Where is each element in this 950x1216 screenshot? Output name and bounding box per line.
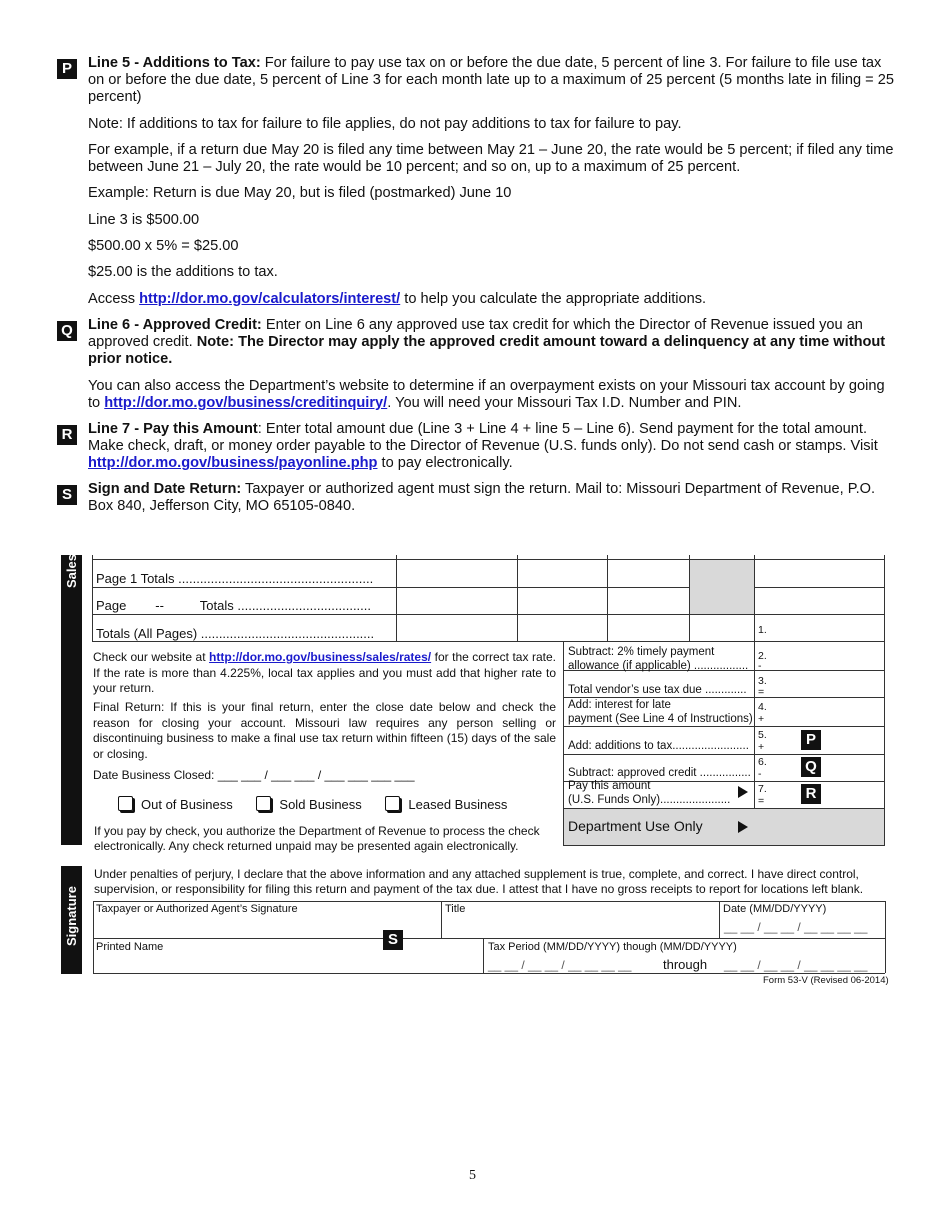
interest-calculator-link[interactable]: http://dor.mo.gov/calculators/interest/ [139,291,401,307]
line5-num: 5. [758,729,767,741]
line7-label1: Pay this amount [568,780,651,792]
period-to-field[interactable]: __ __ / __ __ / __ __ __ __ [724,958,868,972]
col-line [607,555,608,642]
sig-box-div [483,938,484,973]
sold-business-label: Sold Business [279,797,362,812]
signature-side-label: Signature [64,886,79,946]
line6-op: - [758,768,762,780]
sign-text: Taxpayer or authorized agent must sign the return. Mail to: Missouri Department of Revenue, P.O. Box 840, Jefferson City, MO 65105-0840. [88,481,876,514]
col-line [884,555,885,845]
col-line [396,555,397,642]
line2-label1: Subtract: 2% timely payment [568,646,715,658]
form-id: Form 53-V (Revised 06-2014) [763,975,889,986]
line6-also [88,378,894,412]
sign-title: Sign and Date Return: [88,481,242,497]
line7-op: = [758,795,765,807]
check-pre: Check our website at [93,650,206,664]
leased-business-label: Leased Business [408,797,508,812]
line7-post: to pay electronically. [381,455,513,471]
line-sep [563,845,885,846]
line6-title: Line 6 - Approved Credit: [88,317,262,333]
line6-num: 6. [758,756,767,768]
sig-box-div [441,901,442,938]
final-return-text: Final Return: If this is your final return, enter the close date below and check the reason for closing your account. Missouri law requires any person selling or discontinuing business to make a final use tax return within fifteen (15) days of the sale or closing. [93,700,556,761]
col-line [92,555,93,642]
signature-field[interactable]: Taxpayer or Authorized Agent’s Signature [96,903,298,915]
line-sep [563,726,885,727]
access-post: to help you calculate the appropriate additions. [404,291,707,307]
also-post: . You will need your Missouri Tax I.D. Number and PIN. [387,395,742,411]
arrow-right-icon [738,786,748,798]
shaded-cell [690,560,754,614]
sig-box-bottom [93,973,885,974]
col-line [517,555,518,642]
line5-paragraph [88,55,894,106]
sales-sidebar [61,555,82,845]
line5-example1: For example, if a return due May 20 is filed any time between May 21 – June 20, the rate would be 5 percent; if filed any time between June 21 – July 20, the rate would be 10 percent; and so on, up to a maximum of 25 percent. [88,142,894,175]
badge-q: Q [57,321,77,341]
page1-totals-label: Page 1 Totals ...................................................... [96,571,374,586]
perjury-statement: Under penalties of perjury, I declare that the above information and any attached supplement is true, complete, and correct. I have direct control, supervision, or responsibility for filing this return and payment of the tax due. I attest that I have no gross receipts to report for locations left blank. [94,867,864,896]
leased-business-checkbox[interactable] [385,797,507,812]
out-of-business-label: Out of Business [141,797,233,812]
col-line [754,555,755,845]
badge-s: S [57,485,77,505]
line4-num: 4. [758,701,767,713]
check-notice: If you pay by check, you authorize the Department of Revenue to process the check electronically. Any check returned unpaid may be presented again electronically. [94,824,540,853]
badge-p: P [57,59,77,79]
arrow-right-icon [738,821,748,833]
line5-access [88,291,894,308]
signature-badge-s: S [383,930,403,950]
line1-num: 1. [758,624,767,636]
line4-label1: Add: interest for late [568,699,671,711]
line5-badge-p: P [801,730,821,750]
sold-business-checkbox[interactable] [256,797,361,812]
line7-label2: (U.S. Funds Only)...................... [568,794,731,806]
line5-note: Note: If additions to tax for failure to file applies, do not pay additions to tax for failure to pay. [88,116,682,132]
sign-paragraph [88,481,894,515]
tax-period-label: Tax Period (MM/DD/YYYY) though (MM/DD/YYYY) [488,941,737,953]
access-pre: Access [88,291,136,307]
sig-box-right [885,901,886,973]
line5-op: + [758,741,765,753]
sales-rates-link[interactable]: http://dor.mo.gov/business/sales/rates/ [209,650,432,664]
line7-paragraph [88,421,894,472]
line2-op: - [758,660,762,672]
line4-label2: payment (See Line 4 of Instructions) [568,713,753,725]
period-from-field[interactable]: __ __ / __ __ / __ __ __ __ [488,958,632,972]
date-closed-field[interactable]: Date Business Closed: ___ ___ / ___ ___ / ___ ___ ___ ___ [93,768,415,782]
line5-example2: Example: Return is due May 20, but is filed (postmarked) June 10 [88,185,512,201]
close-reason-group [118,796,507,812]
through-label: through [663,957,708,972]
page-number: 5 [469,1168,476,1183]
line7-text: : Enter total amount due (Line 3 + Line 4 + line 5 – Line 6). Send payment for the total amount. Make check, draft, or money order payable to the Director of Revenue (U.S. funds only). Do not send cash or stamps. Visit [88,421,878,454]
line3-num: 3. [758,675,767,687]
line2-num: 2. [758,650,767,662]
printed-name-field[interactable]: Printed Name [96,941,164,953]
line5-text: For failure to pay use tax on or before the due date, 5 percent of line 3. For failure to file use tax on or before the due date, 5 percent of Line 3 for each month late up to a maximum of 25 percent (5 months late in filing = 25 percent) [88,55,894,105]
line6-note: Note: The Director may apply the approved credit amount toward a delinquency at any time without prior notice. [88,334,886,367]
also-pre: You can also access the Department’s website to determine if an overpayment exists on your Missouri tax account by going to [88,378,885,411]
line6-paragraph [88,317,894,368]
sales-label: Sales [64,554,79,588]
line-sep [563,697,885,698]
line-sep [563,754,885,755]
row-line [92,614,885,615]
out-of-business-checkbox[interactable] [118,797,233,812]
row-line [92,641,885,642]
line6-text: Enter on Line 6 any approved use tax credit for which the Director of Revenue issued you an approved credit. [88,317,863,350]
date-field[interactable]: __ __ / __ __ / __ __ __ __ [724,920,868,934]
line6-label: Subtract: approved credit ................ [568,767,751,779]
sig-box-mid-right [441,938,885,939]
badge-r: R [57,425,77,445]
sig-box-top [93,901,885,902]
dept-use-label: Department Use Only [568,818,703,834]
line7-title: Line 7 - Pay this Amount [88,421,258,437]
table-top-line [92,559,885,560]
row-line [92,587,885,588]
date-field-label: Date (MM/DD/YYYY) [723,903,827,915]
line7-num: 7. [758,783,767,795]
credit-inquiry-link[interactable]: http://dor.mo.gov/business/creditinquiry/ [104,395,388,411]
line5-line3: Line 3 is $500.00 [88,212,200,228]
line5-result: $25.00 is the additions to tax. [88,264,278,280]
line3-label: Total vendor’s use tax due ............. [568,684,747,696]
pay-online-link[interactable]: http://dor.mo.gov/business/payonline.php [88,455,378,471]
line5-title: Line 5 - Additions to Tax: [88,55,261,71]
line5-label: Add: additions to tax........................ [568,740,749,752]
all-pages-totals-label: Totals (All Pages) ................................................ [96,626,375,641]
check-rate-text [93,650,556,697]
line6-badge-q: Q [801,757,821,777]
line5-calc: $500.00 x 5% = $25.00 [88,238,239,254]
page-totals-label: Page -- Totals ..................................... [96,598,372,613]
line4-op: + [758,713,765,725]
line3-op: = [758,686,765,698]
title-field[interactable]: Title [445,903,466,915]
line7-badge-r: R [801,784,821,804]
line2-label2: allowance (if applicable) ................. [568,660,749,672]
sig-box-div [719,901,720,938]
check-post: for the correct tax rate. If the rate is more than 4.225%, local tax applies and you must add that higher rate to your return. [93,650,556,695]
sig-box-left [93,901,94,973]
